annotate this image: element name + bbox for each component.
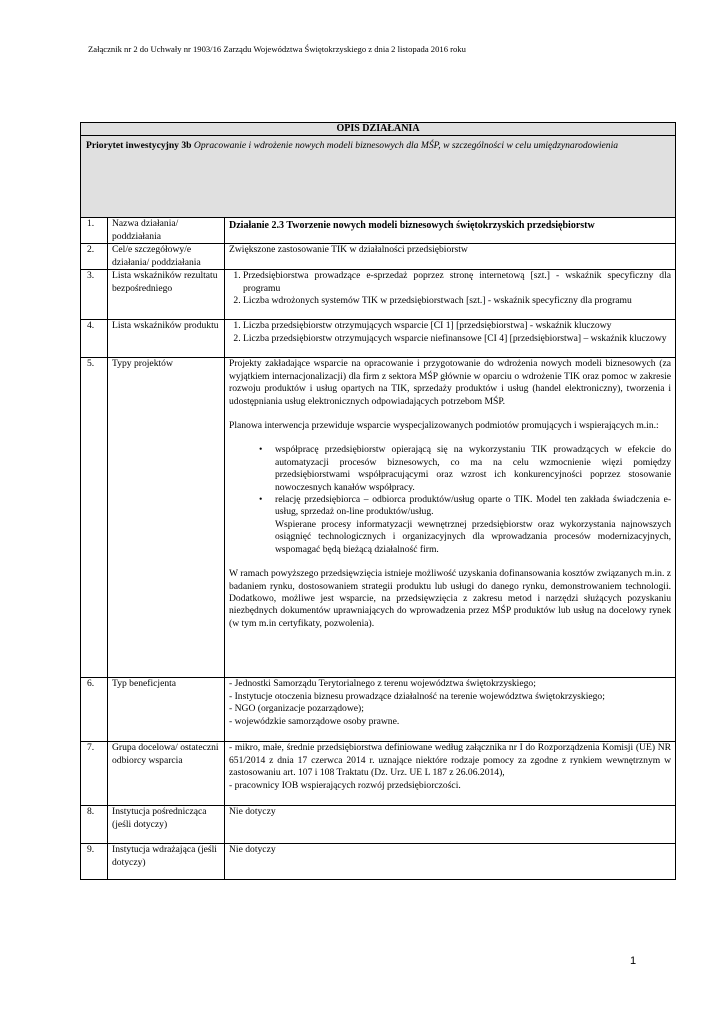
table-row bbox=[81, 270, 676, 320]
row-number: 8. bbox=[81, 806, 108, 844]
row-label: Nazwa działania/ poddziałania bbox=[108, 218, 225, 244]
implementing-institution-value: Nie dotyczy bbox=[225, 844, 676, 880]
row-number: 1. bbox=[81, 218, 108, 244]
row-number: 5. bbox=[81, 358, 108, 678]
row-number: 9. bbox=[81, 844, 108, 880]
list-item: 1. Liczba przedsiębiorstw otrzymujących wsparcie [CI 1] [przedsiębiorstwa] - wskaźnik kluczowy bbox=[243, 320, 671, 332]
row-label: Instytucja wdrażająca (jeśli dotyczy) bbox=[108, 844, 225, 880]
table-row bbox=[81, 244, 676, 270]
action-name-value: Działanie 2.3 Tworzenie nowych modeli biznesowych świętokrzyskich przedsiębiorstw bbox=[225, 218, 676, 244]
paragraph: - mikro, małe, średnie przedsiębiorstwa definiowane według załącznika nr I do Rozporządzenia Komisji (UE) NR 651/2014 z dnia 17 czerwca 2014 r. uznające niektóre rodzaje pomocy za zgodne z rynkiem wewnętrznym w zastosowaniu art. 107 i 108 Traktatu (Dz. Urz. UE L 187 z 26.06.2014), bbox=[229, 742, 672, 779]
table-row bbox=[81, 218, 676, 244]
row-number: 3. bbox=[81, 270, 108, 320]
priority-text: Opracowanie i wdrożenie nowych modeli biznesowych dla MŚP, w szczególności w celu umiędzynarodowienia bbox=[193, 140, 619, 152]
table-row bbox=[81, 806, 676, 844]
list-item: - NGO (organizacje pozarządowe); bbox=[229, 703, 364, 715]
target-group-cell bbox=[225, 742, 676, 806]
row-label: Typ beneficjenta bbox=[108, 678, 225, 742]
priority-label: Priorytet inwestycyjny 3b bbox=[86, 140, 192, 152]
bullet-icon: • bbox=[259, 494, 263, 506]
row-number: 2. bbox=[81, 244, 108, 270]
list-item: - wojewódzkie samorządowe osoby prawne. bbox=[229, 715, 400, 727]
priority-cell bbox=[81, 136, 676, 218]
paragraph: - pracownicy IOB wspierających rozwój przedsiębiorczości. bbox=[229, 779, 461, 791]
product-indicators-cell bbox=[225, 320, 676, 358]
row-label: Instytucja pośrednicząca (jeśli dotyczy) bbox=[108, 806, 225, 844]
table-row bbox=[81, 844, 676, 880]
row-label: Lista wskaźników rezultatu bezpośredniego bbox=[108, 270, 225, 320]
beneficiary-types-cell bbox=[225, 678, 676, 742]
row-label: Lista wskaźników produktu bbox=[108, 320, 225, 358]
title-row bbox=[81, 123, 676, 136]
list-item: 2. Liczba przedsiębiorstw otrzymujących wsparcie niefinansowe [CI 4] [przedsiębiorstwa] – wskaźnik kluczowy bbox=[243, 333, 671, 345]
priority-row bbox=[81, 136, 676, 218]
paragraph: W ramach powyższego przedsięwzięcia istnieje możliwość uzyskania dofinansowania kosztów związanych m.in. z badaniem rynku, dostosowaniem strategii produktu lub usługi do danego rynku, demonstrowaniem technologii. Dodatkowo, możliwe jest wsparcie, na przedsięwzięcia z zakresu metod i narzędzi służących pozyskaniu niezbędnych dokumentów uprawniających do wprowadzenia przez MŚP produktów lub usług na docelowy rynek (w tym m.in certyfikaty, pozwolenia). bbox=[229, 568, 672, 629]
list-item: 2. Liczba wdrożonych systemów TIK w przedsiębiorstwach [szt.] - wskaźnik specyficzny dla programu bbox=[243, 295, 671, 307]
row-number: 7. bbox=[81, 742, 108, 806]
row-number: 4. bbox=[81, 320, 108, 358]
result-indicators-cell bbox=[225, 270, 676, 320]
list-item: 1. Przedsiębiorstwa prowadzące e-sprzedaż poprzez stronę internetową [szt.] - wskaźnik specyficzny dla programu bbox=[243, 270, 671, 295]
table-title: OPIS DZIAŁANIA bbox=[81, 123, 676, 136]
row-number: 6. bbox=[81, 678, 108, 742]
table-row bbox=[81, 742, 676, 806]
bullet-list bbox=[229, 444, 671, 518]
attachment-header-note: Załącznik nr 2 do Uchwały nr 1903/16 Zarządu Województwa Świętokrzyskiego z dnia 2 listopada 2016 roku bbox=[88, 44, 466, 54]
list-item: - Jednostki Samorządu Terytorialnego z terenu województwa świętokrzyskiego; bbox=[229, 678, 536, 690]
intermediate-institution-value: Nie dotyczy bbox=[225, 806, 676, 844]
bullet-icon: • bbox=[259, 444, 263, 456]
list-item: - Instytucje otoczenia biznesu prowadzące działalność na terenie województwa świętokrzyskiego; bbox=[229, 690, 605, 702]
specific-goal-value: Zwiększone zastosowanie TIK w działalności przedsiębiorstw bbox=[225, 244, 676, 270]
list-item: • relację przedsiębiorca – odbiorca produktów/usług oparte o TIK. Model ten zakłada świadczenia e-usług, sprzedaż on-line produktów/usług. bbox=[259, 494, 672, 518]
paragraph: Wspierane procesy informatyzacji wewnętrznej przedsiębiorstw oraz wykorzystania najnowszych osiągnięć technologicznych i organizacyjnych dla wprowadzania procesów modernizacyjnych, wspomagać będą bieżącą działalność firm. bbox=[275, 518, 672, 555]
table-row bbox=[81, 320, 676, 358]
action-description-table bbox=[80, 122, 676, 880]
page-number: 1 bbox=[630, 955, 637, 967]
row-label: Typy projektów bbox=[108, 358, 225, 678]
paragraph: Planowa interwencja przewiduje wsparcie wyspecjalizowanych podmiotów promujących i wspierających m.in.: bbox=[229, 420, 659, 432]
table-row bbox=[81, 678, 676, 742]
row-label: Cel/e szczegółowy/e działania/ poddziałania bbox=[108, 244, 225, 270]
paragraph: Projekty zakładające wsparcie na opracowanie i przygotowanie do wdrożenia nowych modeli biznesowych (za wyjątkiem internacjonalizacji) dla firm z sektora MŚP głównie w oparciu o wdrożenie TIK oraz pomoc w zakresie rozwoju produktów i usług opartych na TIK, sprzedaży produktów i usług (handel elektroniczny), tworzenia i udostępniania usług elektronicznych odpowiadających potrzebom MŚP. bbox=[229, 358, 672, 407]
project-types-cell bbox=[225, 358, 676, 678]
list-item: • współpracę przedsiębiorstw opierającą się na wykorzystaniu TIK prowadzących w efekcie do automatyzacji procesów biznesowych, co ma na celu wzmocnienie więzi pomiędzy przedsiębiorstwami współpracującymi oraz wzrost ich konkurencyjności poprzez stosowanie nowoczesnych kanałów współpracy. bbox=[259, 444, 672, 493]
table-row bbox=[81, 358, 676, 678]
row-label: Grupa docelowa/ ostateczni odbiorcy wsparcia bbox=[108, 742, 225, 806]
